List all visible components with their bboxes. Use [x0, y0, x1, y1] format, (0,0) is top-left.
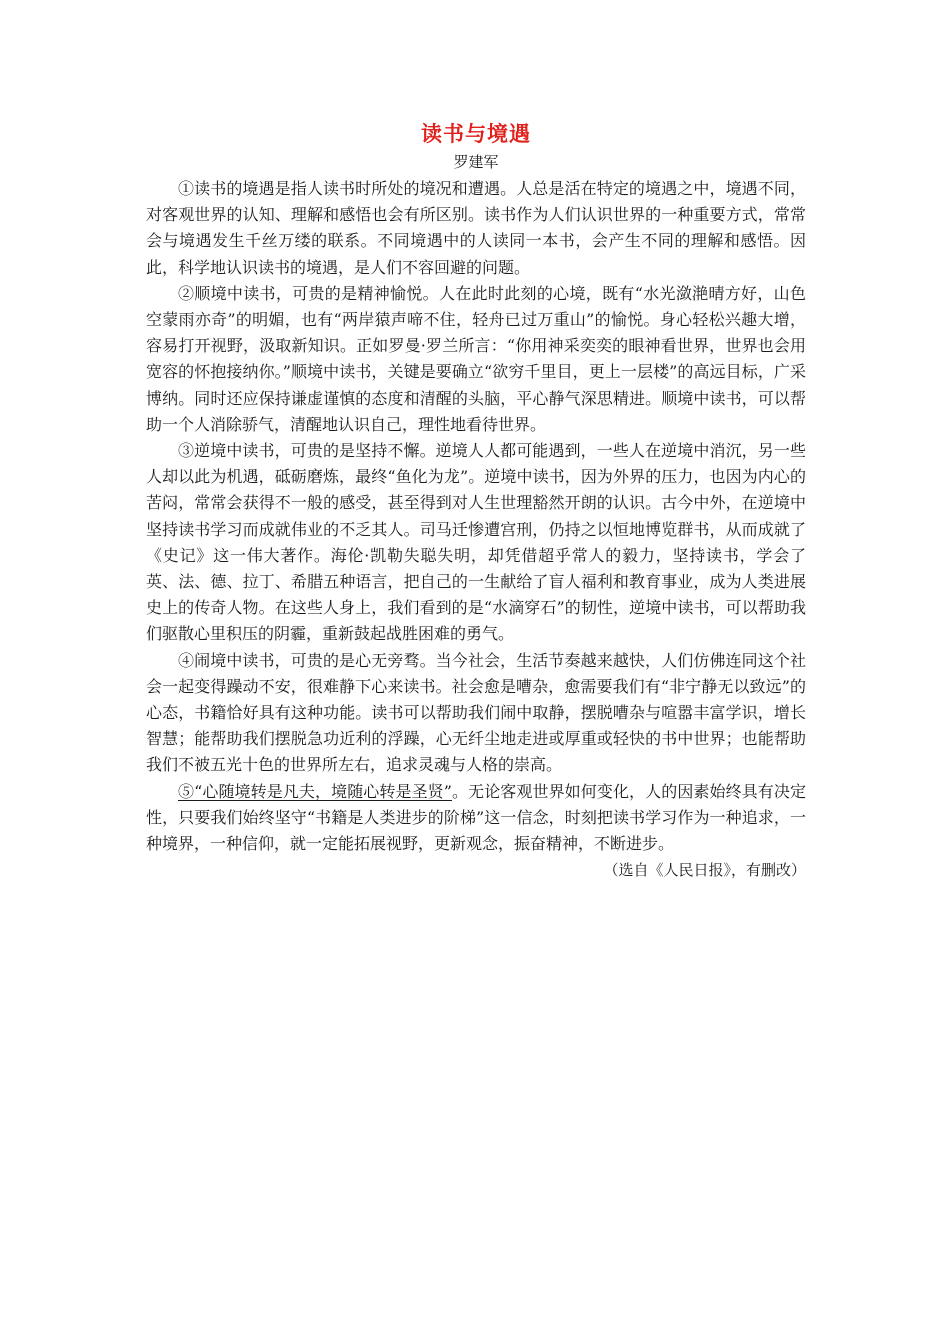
article — [146, 118, 806, 883]
article-title: 读书与境遇 — [421, 121, 531, 146]
paragraph-3: ③逆境中读书，可贵的是坚持不懈。逆境人人都可能遇到，一些人在逆境中消沉，另一些人却以此为机遇，砥砺磨炼，最终“鱼化为龙”。逆境中读书，因为外界的压力，也因为内心的苦闷，常常会获得不一般的感受，甚至得到对人生世理豁然开朗的认识。古今中外，在逆境中坚持读书学习而成就伟业的不乏其人。司马迁惨遭宫刑，仍持之以恒地博览群书，从而成就了《史记》这一伟大著作。海伦·凯勒失聪失明，却凭借超乎常人的毅力，坚持读书，学会了英、法、德、拉丁、希腊五种语言，把自己的一生献给了盲人福利和教育事业，成为人类进展史上的传奇人物。在这些人身上，我们看到的是“水滴穿石”的韧性，逆境中读书，可以帮助我们驱散心里积压的阴霾，重新鼓起战胜困难的勇气。 — [146, 441, 806, 644]
paragraph-1: ①读书的境遇是指人读书时所处的境况和遭遇。人总是活在特定的境遇之中，境遇不同，对客观世界的认知、理解和感悟也会有所区别。读书作为人们认识世界的一种重要方式，常常会与境遇发生千丝万缕的联系。不同境遇中的人读同一本书，会产生不同的理解和感悟。因此，科学地认识读书的境遇，是人们不容回避的问题。 — [146, 179, 806, 277]
source-note: （选自《人民日报》，有删改） — [603, 861, 806, 880]
paragraph-5 — [146, 779, 806, 858]
article-author: 罗建军 — [453, 153, 499, 171]
paragraph-4: ④闹境中读书，可贵的是心无旁骛。当今社会，生活节奏越来越快，人们仿佛连同这个社会一起变得躁动不安，很难静下心来读书。社会愈是嘈杂，愈需要我们有“非宁静无以致远”的心态，书籍恰好具有这种功能。读书可以帮助我们闹中取静，摆脱嘈杂与喧嚣丰富学识，增长智慧；能帮助我们摆脱急功近利的浮躁，心无纤尘地走进或厚重或轻快的书中世界；也能帮助我们不被五光十色的世界所左右，追求灵魂与人格的崇高。 — [146, 650, 806, 775]
paragraph-2: ②顺境中读书，可贵的是精神愉悦。人在此时此刻的心境，既有“水光潋滟晴方好，山色空蒙雨亦奇”的明媚，也有“两岸猿声啼不住，轻舟已过万重山”的愉悦。身心轻松兴趣大增，容易打开视野，汲取新知识。正如罗曼·罗兰所言：“你用神采奕奕的眼神看世界，世界也会用宽容的怀抱接纳你。”顺境中读书，关键是要确立“欲穷千里目，更上一层楼”的高远目标，广采博纳。同时还应保持谦虚谨慎的态度和清醒的头脑，平心静气深思精进。顺境中读书，可以帮助一个人消除骄气，清醒地认识自己，理性地看待世界。 — [146, 283, 806, 434]
underlined-quote: ⑤“心随境转是凡夫，境随心转是圣贤” — [178, 781, 452, 801]
paragraph-5-text: 。无论客观世界如何变化，人的因素始终具有决定性，只要我们始终坚守“书籍是人类进步的阶梯”这一信念，时刻把读书学习作为一种追求，一种境界，一种信仰，就一定能拓展视野，更新观念，振奋精神，不断进步。 — [146, 781, 806, 854]
